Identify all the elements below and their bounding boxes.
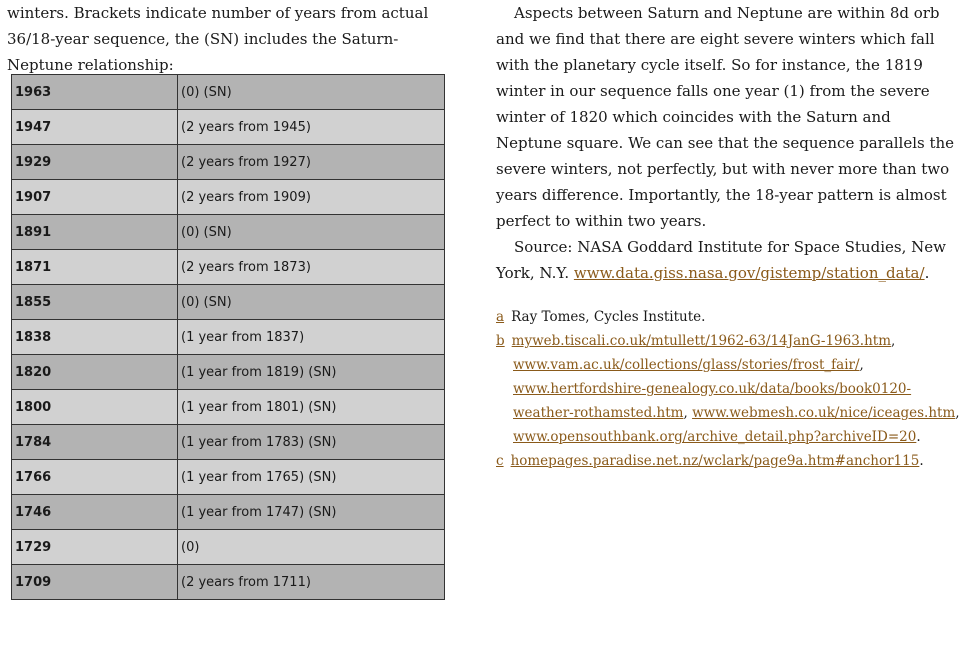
- right-column: [496, 0, 960, 473]
- table-row: [12, 495, 445, 530]
- source-text: Source: NASA Goddard Institute for Space Studies, New York, N.Y.: [496, 238, 946, 282]
- intro-paragraph: winters. Brackets indicate number of years from actual 36/18-year sequence, the (SN) includes the Saturn-Neptune relationship:: [7, 4, 429, 74]
- year-cell: 1947: [12, 110, 178, 145]
- table-row: [12, 390, 445, 425]
- year-cell: 1820: [12, 355, 178, 390]
- footnote-c-link[interactable]: homepages.paradise.net.nz/wclark/page9a.htm#anchor115: [510, 453, 920, 469]
- year-cell: 1709: [12, 565, 178, 600]
- note-cell: (1 year from 1801) (SN): [178, 390, 445, 425]
- note-cell: (1 year from 1837): [178, 320, 445, 355]
- table-row: [12, 75, 445, 110]
- year-cell: 1800: [12, 390, 178, 425]
- footnote-b: b myweb.tiscali.co.uk/mtullett/1962-63/14JanG-1963.htm,: [496, 333, 896, 349]
- footnote-a-mark[interactable]: a: [496, 309, 505, 325]
- note-cell: (1 year from 1747) (SN): [178, 495, 445, 530]
- footnote-b-link-3a[interactable]: www.hertfordshire-genealogy.co.uk/data/books/book0120-: [513, 381, 912, 397]
- table-row: [12, 285, 445, 320]
- footnotes: [496, 305, 960, 473]
- winters-table: [11, 74, 445, 600]
- footnote-c: c homepages.paradise.net.nz/wclark/page9a.htm#anchor115.: [496, 453, 924, 469]
- note-cell: (0) (SN): [178, 75, 445, 110]
- note-cell: (0): [178, 530, 445, 565]
- table-row: [12, 565, 445, 600]
- table-row: [12, 425, 445, 460]
- table-row: [12, 145, 445, 180]
- note-cell: (1 year from 1819) (SN): [178, 355, 445, 390]
- year-cell: 1871: [12, 250, 178, 285]
- footnote-a: [496, 305, 960, 329]
- note-cell: (2 years from 1927): [178, 145, 445, 180]
- aspects-paragraph: Aspects between Saturn and Neptune are within 8d orb and we find that there are eight severe winters which fall with the planetary cycle itself. So for instance, the 1819 winter in our sequence falls one year (1) from the severe winter of 1820 which coincides with the Saturn and Neptune square. We can see that the sequence parallels the severe winters, not perfectly, but with never more than two years difference. Importantly, the 18-year pattern is almost perfect to within two years.: [496, 4, 955, 230]
- note-cell: (1 year from 1783) (SN): [178, 425, 445, 460]
- footnote-b-link-3b[interactable]: weather-rothamsted.htm: [513, 405, 684, 421]
- year-cell: 1766: [12, 460, 178, 495]
- year-cell: 1907: [12, 180, 178, 215]
- table-row: [12, 460, 445, 495]
- left-column: [7, 0, 457, 78]
- note-cell: (0) (SN): [178, 285, 445, 320]
- year-cell: 1784: [12, 425, 178, 460]
- footnote-b-link-5[interactable]: www.opensouthbank.org/archive_detail.php?archiveID=20: [513, 429, 917, 445]
- footnote-b-line-5: www.opensouthbank.org/archive_detail.php?archiveID=20.: [513, 429, 921, 445]
- year-cell: 1746: [12, 495, 178, 530]
- table-row: [12, 250, 445, 285]
- table-row: [12, 180, 445, 215]
- note-cell: (2 years from 1945): [178, 110, 445, 145]
- footnote-c-mark[interactable]: c: [496, 453, 504, 469]
- year-cell: 1838: [12, 320, 178, 355]
- year-cell: 1729: [12, 530, 178, 565]
- year-cell: 1963: [12, 75, 178, 110]
- table-row: [12, 110, 445, 145]
- source-paragraph: Source: NASA Goddard Institute for Space Studies, New York, N.Y. www.data.giss.nasa.gov/gistemp/station_data/.: [496, 238, 946, 282]
- year-cell: 1855: [12, 285, 178, 320]
- note-cell: (2 years from 1909): [178, 180, 445, 215]
- footnote-b-mark[interactable]: b: [496, 333, 505, 349]
- year-cell: 1891: [12, 215, 178, 250]
- note-cell: (0) (SN): [178, 215, 445, 250]
- footnote-b-line-4: weather-rothamsted.htm, www.webmesh.co.uk/nice/iceages.htm,: [513, 405, 960, 421]
- year-cell: 1929: [12, 145, 178, 180]
- table-row: [12, 530, 445, 565]
- note-cell: (1 year from 1765) (SN): [178, 460, 445, 495]
- footnote-b-line-3: [496, 377, 960, 401]
- note-cell: (2 years from 1873): [178, 250, 445, 285]
- footnote-b-link-4[interactable]: www.webmesh.co.uk/nice/iceages.htm: [692, 405, 956, 421]
- table-row: [12, 215, 445, 250]
- note-cell: (2 years from 1711): [178, 565, 445, 600]
- footnote-a-text: Ray Tomes, Cycles Institute.: [511, 309, 706, 325]
- footnote-b-link-1[interactable]: myweb.tiscali.co.uk/mtullett/1962-63/14JanG-1963.htm: [511, 333, 892, 349]
- table-row: [12, 355, 445, 390]
- source-link[interactable]: www.data.giss.nasa.gov/gistemp/station_data/: [573, 264, 925, 282]
- footnote-b-line-2: www.vam.ac.uk/collections/glass/stories/frost_fair/,: [513, 357, 864, 373]
- table-row: [12, 320, 445, 355]
- footnote-b-link-2[interactable]: www.vam.ac.uk/collections/glass/stories/frost_fair/: [513, 357, 860, 373]
